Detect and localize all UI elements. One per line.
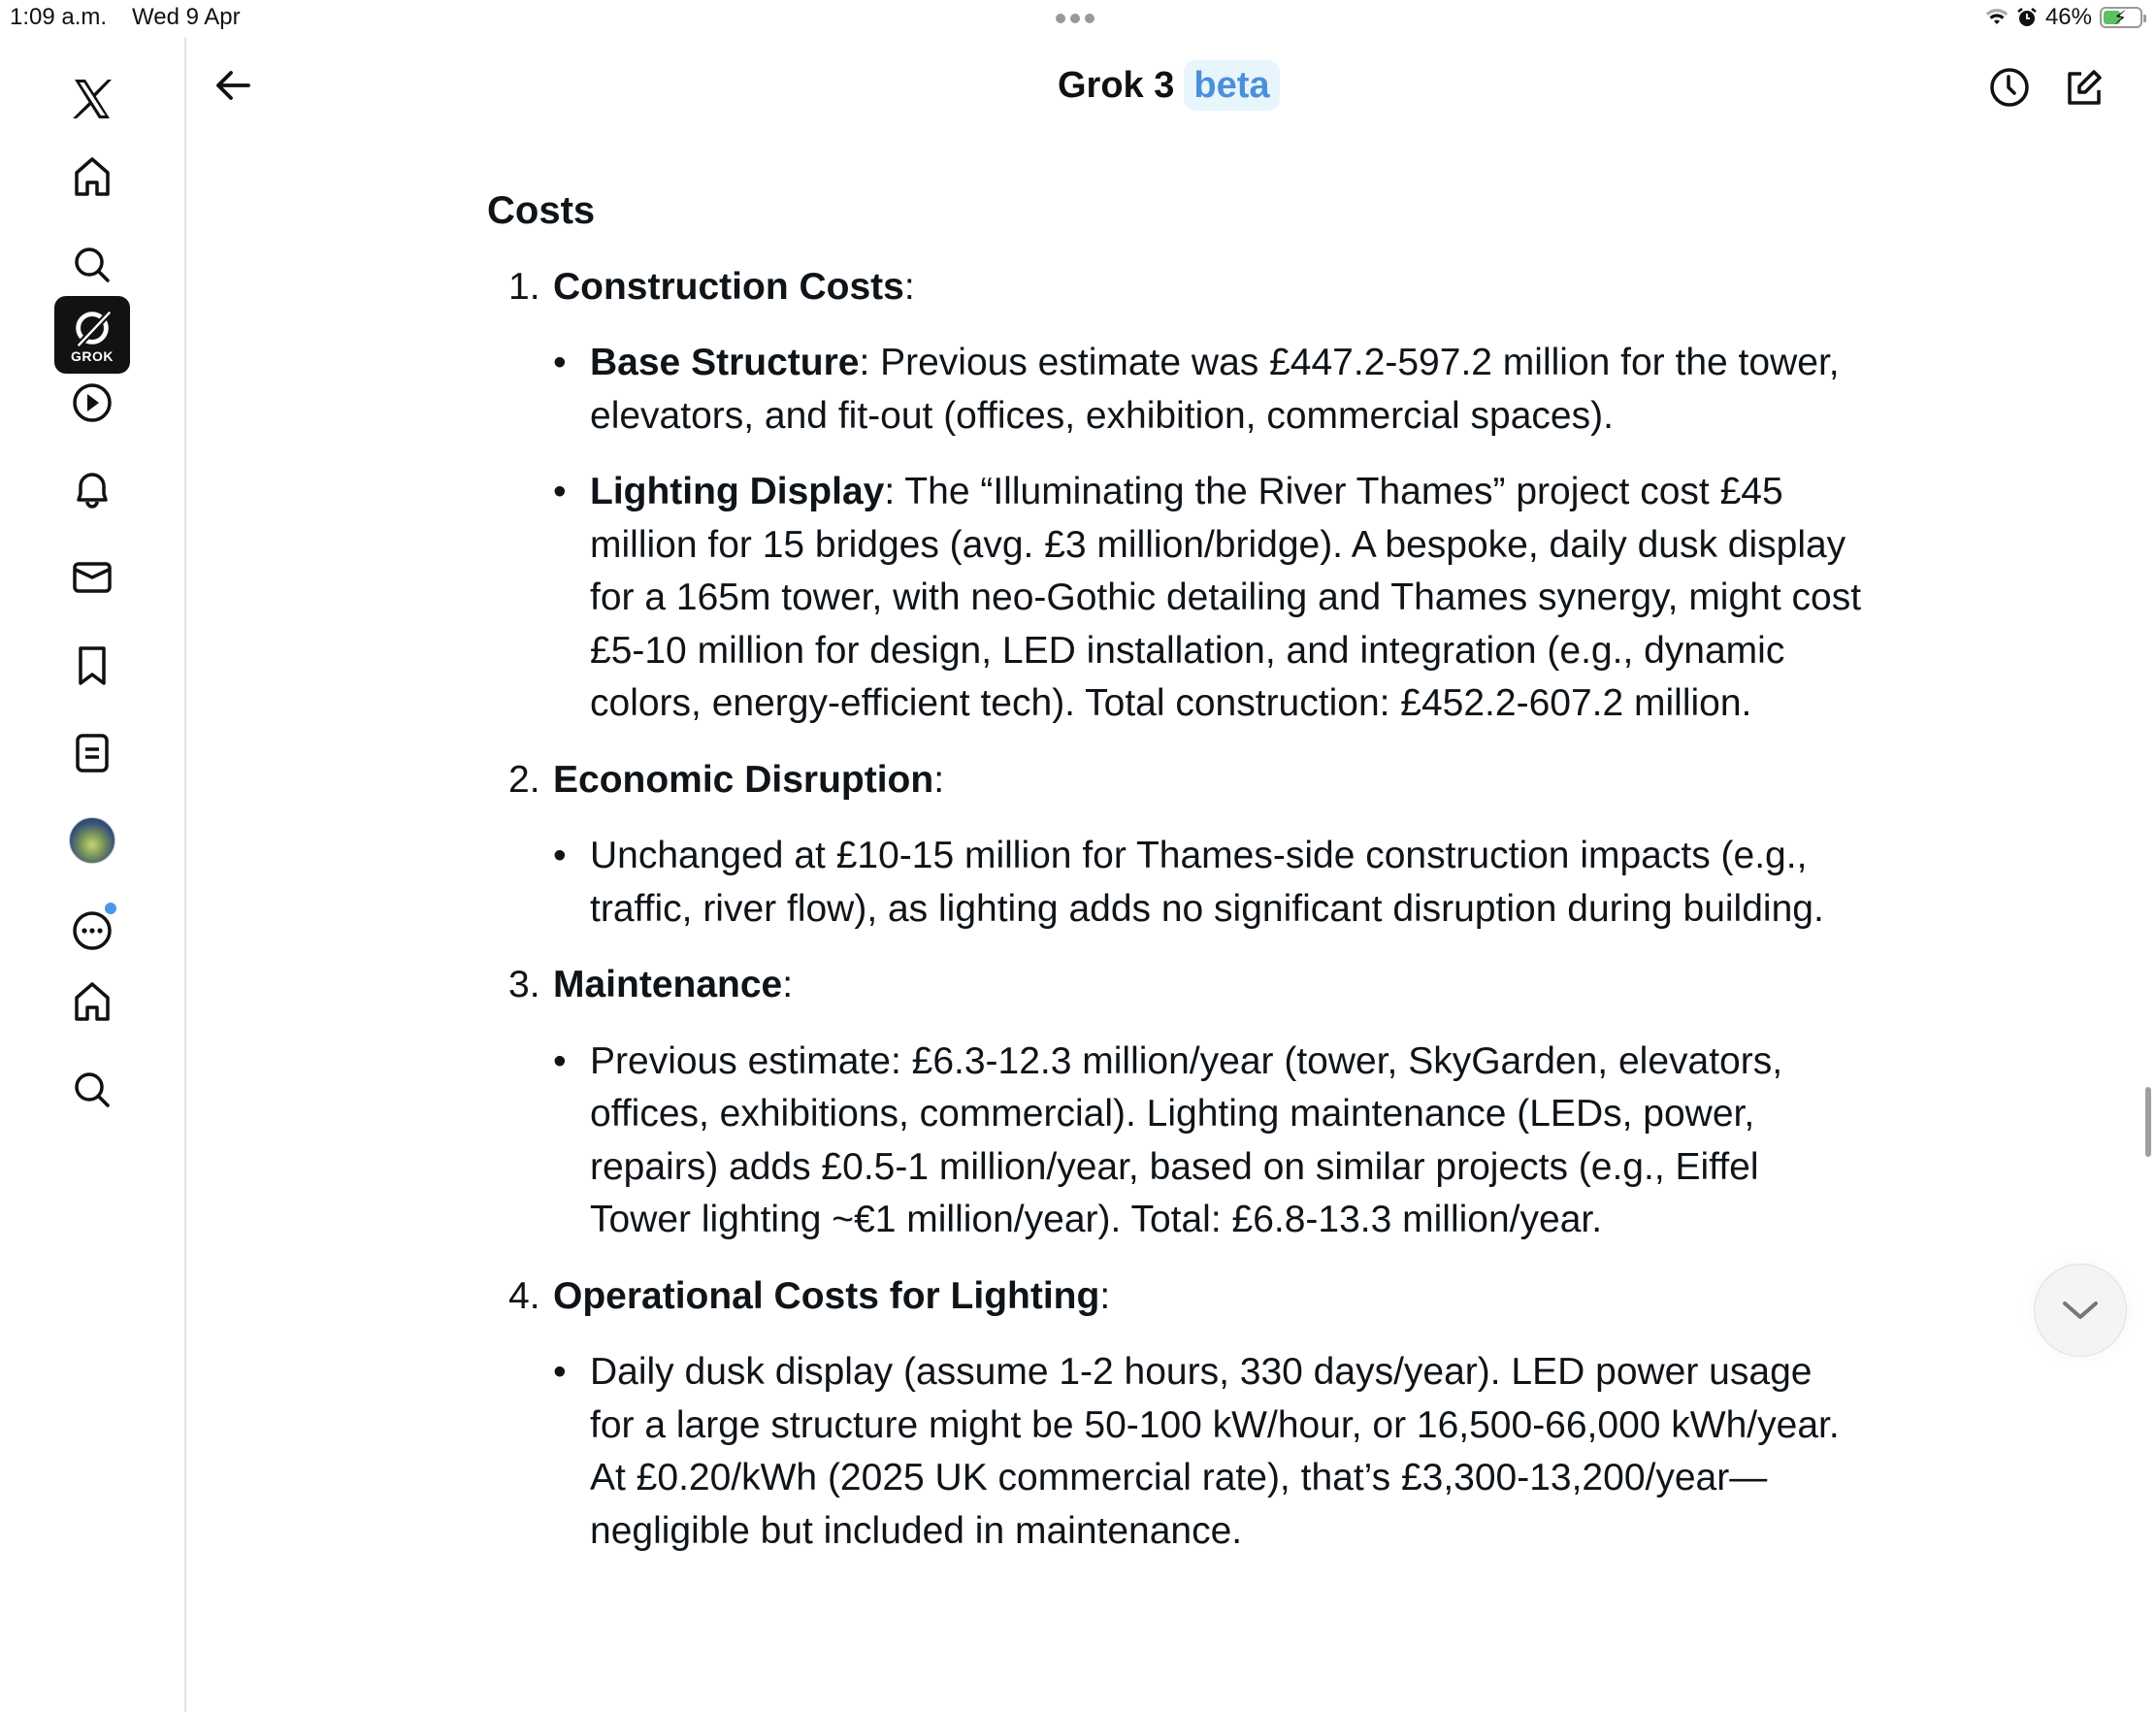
list-heading: Maintenance — [553, 964, 783, 1005]
grok-label: GROK — [71, 348, 114, 364]
list-item — [508, 959, 1865, 1247]
x-logo-button[interactable] — [54, 61, 130, 137]
sidebar — [0, 37, 186, 1712]
grok-tile — [54, 296, 130, 374]
compose-icon — [2062, 65, 2107, 110]
bullet-text: Daily dusk display (assume 1-2 hours, 330 days/year). LED power usage for a large structure might be 50-100 kW/hour, or 16,500-66,000 kWh/year. At £0.20/kWh (2025 UK commercial rate), that’s £3,300-13,200/year—negligible but included in maintenance. — [590, 1351, 1840, 1552]
sidebar-item-lists[interactable] — [54, 715, 130, 791]
list-heading-line — [553, 754, 1865, 807]
avatar — [69, 817, 115, 864]
bullet-item — [553, 830, 1865, 936]
bullet-item — [553, 337, 1865, 443]
sidebar-item-notifications[interactable] — [54, 452, 130, 528]
sidebar-item-video[interactable] — [54, 365, 130, 441]
sidebar-item-bookmarks[interactable] — [54, 628, 130, 704]
wifi-icon — [1985, 8, 2009, 27]
section-title: Costs — [487, 189, 596, 232]
list-heading-line — [553, 261, 1865, 314]
list-item — [508, 754, 1865, 937]
bell-icon — [69, 467, 115, 513]
response-content — [487, 184, 1865, 1581]
bullet-text: : The “Illuminating the River Thames” project cost £45 million for 15 bridges (avg. £3 million/bridge). A bespoke, daily dusk display for a 165m tower, with neo-Gothic detailing and Thames synergy, might cost £5-10 million for design, LED installation, and integration (e.g., dynamic colors, energy-efficient tech). Total construction: £452.2-607.2 million. — [590, 471, 1862, 724]
bullet-text: : Previous estimate was £447.2-597.2 million for the tower, elevators, and fit-out (offices, exhibition, commercial spaces). — [590, 342, 1840, 437]
battery-charging-icon: ⚡ — [2100, 7, 2142, 28]
bullet-dot: • — [553, 1351, 567, 1393]
status-indicators — [1985, 4, 2142, 31]
list-heading-line — [553, 1270, 1865, 1324]
scroll-down-button[interactable] — [2034, 1264, 2127, 1357]
status-bar — [0, 0, 2156, 37]
history-icon — [1987, 65, 2032, 110]
status-date: Wed 9 Apr — [132, 4, 241, 30]
bullet-list — [553, 1036, 1865, 1247]
back-arrow-icon — [212, 64, 254, 107]
bullet-dot: • — [553, 1039, 567, 1082]
battery-percent: 46% — [2044, 4, 2092, 30]
list-heading-line — [553, 959, 1865, 1012]
scrollbar-thumb[interactable] — [2145, 1087, 2151, 1157]
sidebar-item-home[interactable] — [54, 139, 130, 214]
list-item — [508, 1270, 1865, 1559]
bullet-dot: • — [553, 342, 567, 383]
list-heading: Economic Disruption — [553, 758, 934, 801]
sidebar-item-messages[interactable] — [54, 540, 130, 615]
home-icon — [69, 978, 115, 1025]
list-icon — [69, 730, 115, 776]
heading-colon: : — [782, 964, 794, 1005]
notification-dot — [105, 903, 116, 914]
bullet-item — [553, 1346, 1865, 1558]
bullet-dot: • — [553, 471, 567, 512]
heading-colon: : — [903, 265, 915, 308]
home-icon — [69, 153, 115, 200]
bullet-item — [553, 1036, 1865, 1247]
status-time: 1:09 a.m. — [10, 4, 108, 30]
heading-colon: : — [1099, 1274, 1111, 1317]
history-button[interactable] — [1982, 60, 2037, 115]
sidebar-item-search-secondary[interactable] — [54, 1052, 130, 1128]
bullet-item — [553, 466, 1865, 731]
multitasking-dots-icon[interactable] — [1056, 14, 1094, 23]
alarm-icon — [2016, 7, 2038, 28]
sidebar-item-home-secondary[interactable] — [54, 964, 130, 1039]
list-number: 1. — [508, 265, 540, 308]
bullet-list — [553, 830, 1865, 936]
bullet-list — [553, 1346, 1865, 1558]
title-text: Grok 3 — [1058, 64, 1175, 106]
list-heading: Construction Costs — [553, 265, 904, 308]
bullet-text: Previous estimate: £6.3-12.3 million/year (tower, SkyGarden, elevators, offices, exhibitions, commercial). Lighting maintenance (LEDs, power, repairs) adds £0.5-1 million/year, based on similar projects (e.g., Eiffel Tower lighting ~€1 million/year). Total: £6.8-13.3 million/year. — [590, 1039, 1783, 1240]
x-logo-icon — [69, 76, 115, 122]
bullet-list — [553, 337, 1865, 731]
grok-icon — [70, 306, 114, 350]
bookmark-icon — [69, 642, 115, 689]
sidebar-item-more[interactable] — [54, 891, 130, 967]
list-heading: Operational Costs for Lighting — [553, 1274, 1100, 1317]
list-item — [508, 261, 1865, 731]
chevron-down-icon — [2059, 1296, 2102, 1325]
play-circle-icon — [69, 379, 115, 426]
page-title — [1058, 60, 1280, 111]
sidebar-item-profile[interactable] — [54, 803, 130, 878]
list-number: 3. — [508, 964, 540, 1005]
mail-icon — [69, 554, 115, 601]
bullet-dot: • — [553, 835, 567, 876]
search-icon — [69, 1067, 115, 1113]
compose-button[interactable] — [2057, 60, 2111, 115]
bullet-bold-label: Base Structure — [590, 342, 860, 383]
beta-badge: beta — [1184, 60, 1279, 111]
back-button[interactable] — [206, 58, 260, 113]
list-number: 4. — [508, 1274, 540, 1317]
bullet-text: Unchanged at £10-15 million for Thames-side construction impacts (e.g., traffic, river flow), as lighting adds no significant disruption during building. — [590, 835, 1824, 930]
heading-colon: : — [933, 758, 945, 801]
bullet-bold-label: Lighting Display — [590, 471, 885, 512]
list-number: 2. — [508, 758, 540, 801]
